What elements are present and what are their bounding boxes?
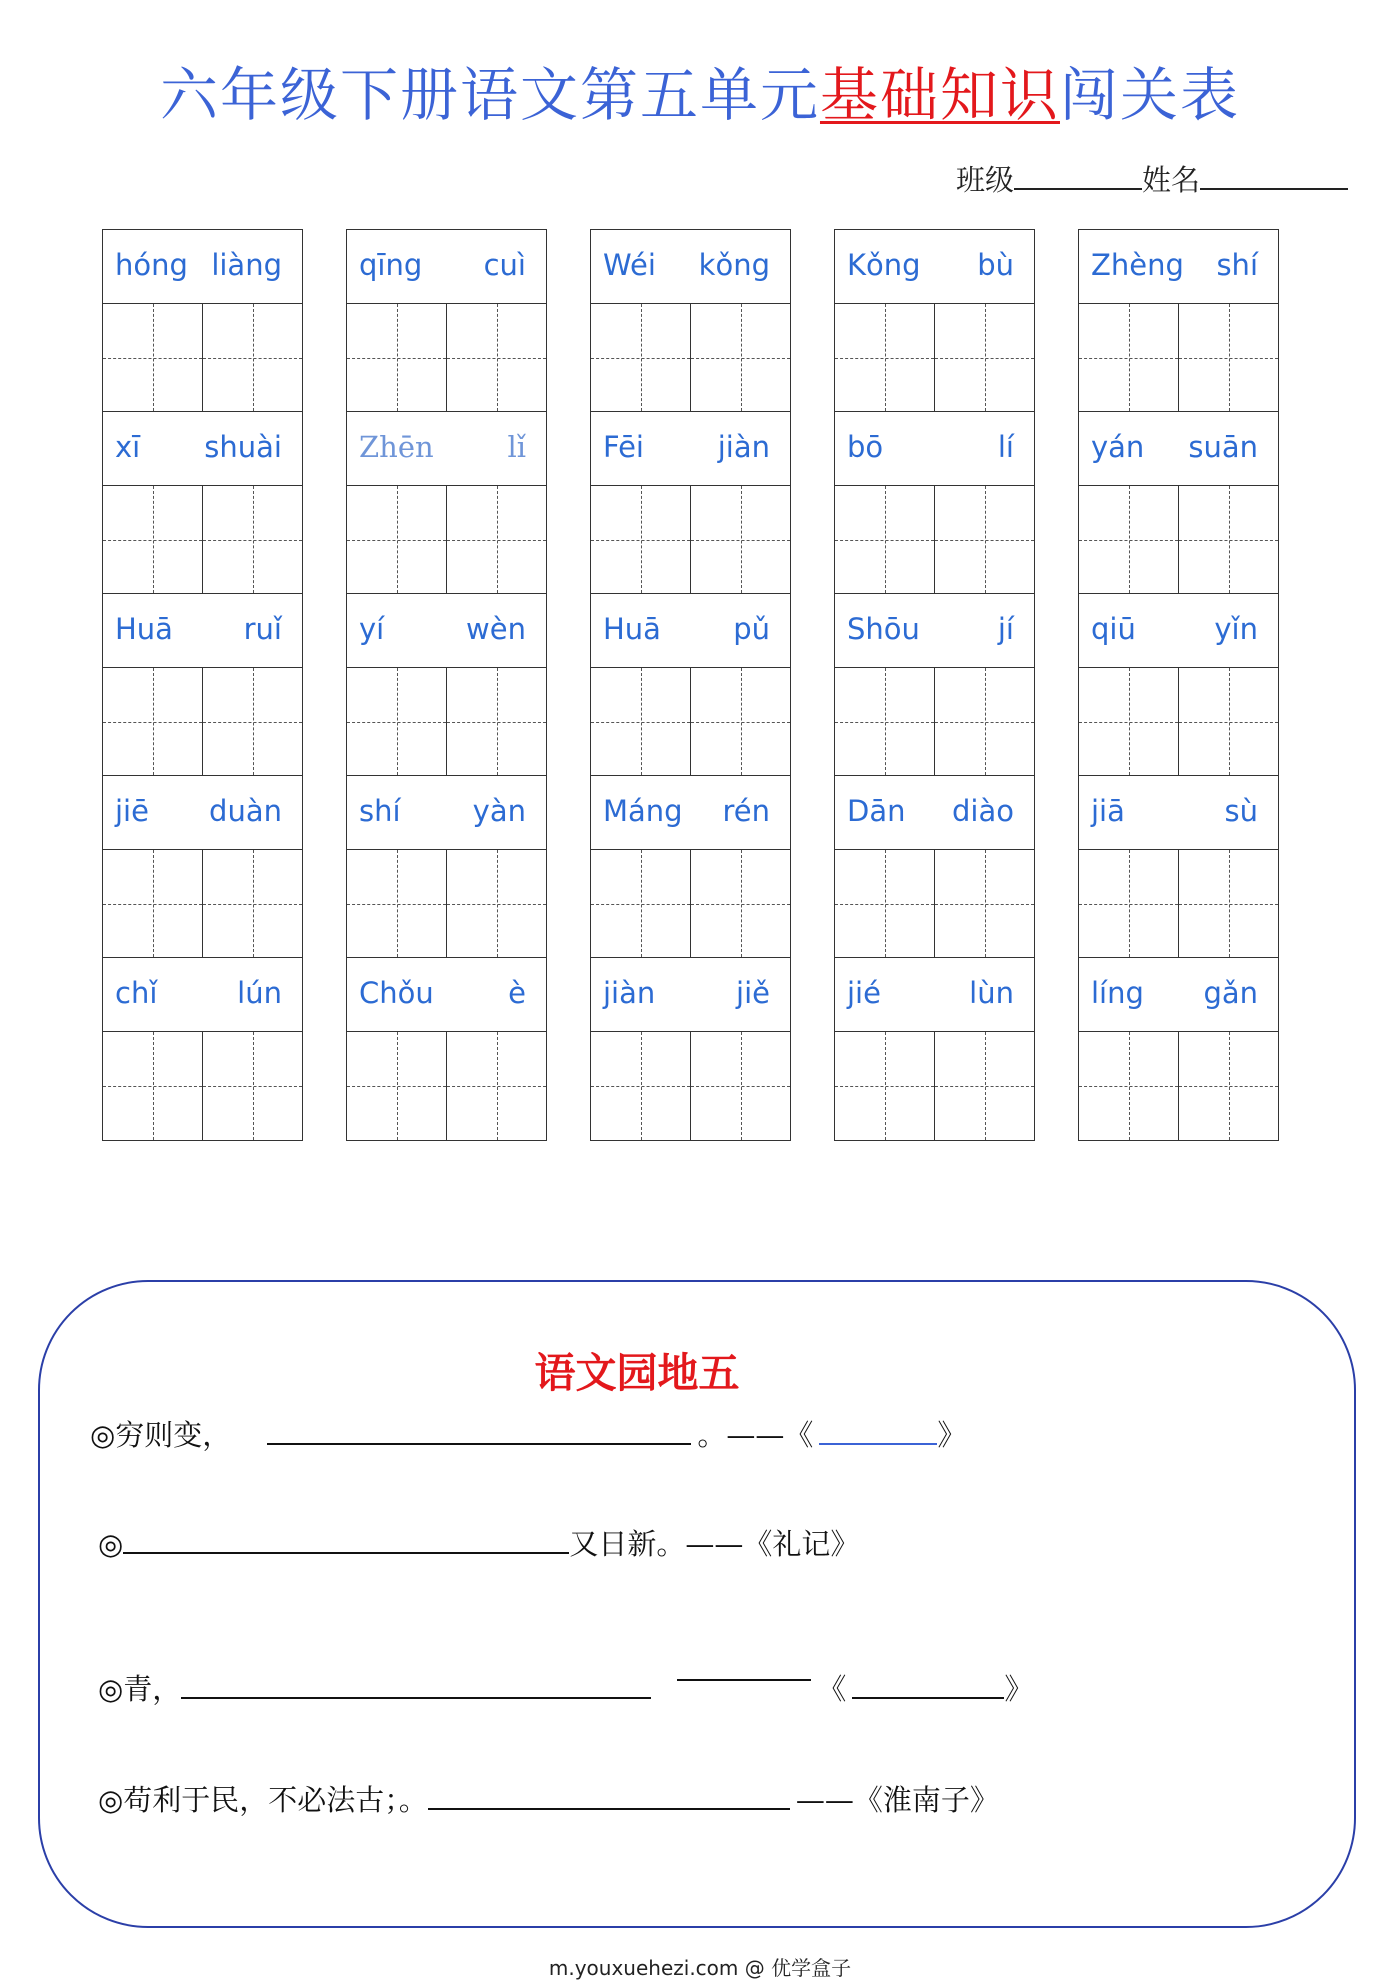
writing-grid [103,304,302,412]
writing-grid [591,304,790,412]
q4-suffix: ——《淮南子》 [795,1783,999,1817]
writing-grid [1079,486,1278,594]
writing-grid [835,668,1034,776]
writing-grid [103,668,302,776]
tianzige-box[interactable] [1079,304,1178,411]
tianzige-box[interactable] [690,850,790,957]
pinyin-syllable-1: jiē [115,794,149,828]
writing-grid [103,1032,302,1140]
pinyin-syllable-1: Zhèng [1091,248,1184,282]
tianzige-box[interactable] [1178,668,1278,775]
pinyin-syllable-1: qīng [359,248,423,282]
pinyin-syllable-2: lí [997,430,1014,464]
class-label: 班级 [956,163,1015,197]
pinyin-cell [835,776,1034,850]
writing-grid [347,304,546,412]
tianzige-box[interactable] [1079,668,1178,775]
pinyin-syllable-2: bù [977,248,1014,282]
pinyin-cell [1079,776,1278,850]
tianzige-box[interactable] [591,304,690,411]
pinyin-syllable-2: jí [997,612,1014,646]
tianzige-box[interactable] [347,1032,446,1140]
writing-grid [347,668,546,776]
pinyin-cell [347,776,546,850]
pinyin-syllable-1: líng [1091,976,1144,1010]
tianzige-box[interactable] [202,668,302,775]
pinyin-column [590,229,791,1141]
name-blank[interactable] [1200,164,1348,190]
pinyin-syllable-2: diào [952,794,1014,828]
tianzige-box[interactable] [835,304,934,411]
pinyin-syllable-1: jiàn [603,976,656,1010]
tianzige-box[interactable] [934,1032,1034,1140]
writing-grid [835,304,1034,412]
tianzige-box[interactable] [446,1032,546,1140]
tianzige-box[interactable] [202,486,302,593]
pinyin-syllable-2: gǎn [1203,976,1258,1010]
tianzige-box[interactable] [1178,304,1278,411]
tianzige-box[interactable] [934,668,1034,775]
pinyin-syllable-2: yǐn [1214,612,1258,646]
pinyin-syllable-1: jiā [1091,794,1125,828]
tianzige-box[interactable] [103,668,202,775]
pinyin-column [346,229,547,1141]
pinyin-syllable-1: bō [847,430,884,464]
pinyin-syllable-2: kǒng [698,248,770,282]
pinyin-syllable-2: lùn [969,976,1014,1010]
q2-blank[interactable] [123,1526,569,1554]
pinyin-syllable-2: sù [1224,794,1258,828]
pinyin-syllable-1: Huā [603,612,661,646]
tianzige-box[interactable] [690,1032,790,1140]
tianzige-box[interactable] [591,486,690,593]
tianzige-box[interactable] [347,486,446,593]
pinyin-cell [591,594,790,668]
q3-blank[interactable] [181,1671,651,1699]
pinyin-cell [1079,230,1278,304]
pinyin-cell [1079,594,1278,668]
pinyin-cell [591,776,790,850]
tianzige-box[interactable] [1178,486,1278,593]
pinyin-syllable-2: shuài [204,430,282,464]
pinyin-syllable-2: jiě [736,976,770,1010]
q1-mid: 。——《 [697,1418,814,1452]
tianzige-box[interactable] [835,850,934,957]
title-part1: 六年级下册语文第五单元 [159,61,820,129]
pinyin-syllable-1: yán [1091,430,1145,464]
pinyin-cell [835,412,1034,486]
pinyin-column [834,229,1035,1141]
pinyin-syllable-2: pǔ [733,612,770,646]
q3-mid: 《 [817,1672,847,1706]
pinyin-syllable-1: Chǒu [359,976,434,1010]
q3-prefix: ◎青， [98,1672,182,1706]
tianzige-box[interactable] [835,486,934,593]
tianzige-box[interactable] [347,850,446,957]
pinyin-syllable-2: wèn [466,612,526,646]
writing-grid [1079,304,1278,412]
tianzige-box[interactable] [446,850,546,957]
tianzige-box[interactable] [103,304,202,411]
tianzige-box[interactable] [690,486,790,593]
tianzige-box[interactable] [835,1032,934,1140]
pinyin-cell [347,594,546,668]
title-highlight: 基础知识 [819,61,1060,129]
name-label: 姓名 [1142,163,1201,197]
pinyin-cell [103,776,302,850]
pinyin-syllable-1: jié [847,976,881,1010]
writing-grid [347,1032,546,1140]
pinyin-syllable-2: ruǐ [243,612,282,646]
name-bar [956,158,1348,199]
pinyin-cell [347,230,546,304]
class-blank[interactable] [1014,164,1142,190]
title-part2: 闯关表 [1060,61,1241,129]
writing-grid [591,1032,790,1140]
tianzige-box[interactable] [446,304,546,411]
tianzige-box[interactable] [103,1032,202,1140]
pinyin-cell [1079,412,1278,486]
question-4 [98,1778,999,1819]
pinyin-syllable-1: Zhēn [359,430,434,464]
question-3 [98,1667,1033,1708]
pinyin-syllable-2: lǐ [507,430,526,464]
writing-grid [591,850,790,958]
q2-suffix: 又日新。——《礼记》 [569,1527,860,1561]
footer: m.youxuehezi.com @ 优学盒子 [548,1956,852,1980]
pinyin-syllable-2: cuì [483,248,526,282]
pinyin-syllable-1: Huā [115,612,173,646]
tianzige-box[interactable] [347,304,446,411]
pinyin-syllable-1: qiū [1091,612,1136,646]
pinyin-syllable-2: lún [237,976,282,1010]
tianzige-box[interactable] [1079,850,1178,957]
pinyin-syllable-2: jiàn [717,430,770,464]
pinyin-cell [591,412,790,486]
pinyin-syllable-2: rén [722,794,770,828]
writing-grid [1079,1032,1278,1140]
tianzige-box[interactable] [202,1032,302,1140]
writing-grid [347,486,546,594]
writing-grid [835,486,1034,594]
q3-source-blank[interactable] [852,1671,1004,1699]
q1-prefix: ◎穷则变， [90,1418,232,1452]
pinyin-syllable-2: liàng [211,248,282,282]
q1-source-blank[interactable] [819,1417,937,1445]
writing-grid [591,668,790,776]
q3-author-blank[interactable] [677,1653,811,1681]
pinyin-cell [103,412,302,486]
pinyin-cell [103,958,302,1032]
pinyin-cell [591,230,790,304]
pinyin-syllable-1: xī [115,430,141,464]
tianzige-box[interactable] [1079,486,1178,593]
tianzige-box[interactable] [1178,850,1278,957]
pinyin-syllable-1: chǐ [115,976,158,1010]
writing-grid [347,850,546,958]
question-2 [98,1522,859,1563]
q3-suffix: 》 [1004,1672,1034,1706]
pinyin-syllable-1: Fēi [603,430,644,464]
tianzige-box[interactable] [1178,1032,1278,1140]
writing-grid [591,486,790,594]
q4-prefix: ◎苟利于民，不必法古；。 [98,1783,428,1817]
pinyin-cell [103,594,302,668]
tianzige-box[interactable] [1079,1032,1178,1140]
page-title [0,48,1400,132]
pinyin-column [102,229,303,1141]
pinyin-syllable-1: shí [359,794,401,828]
pinyin-syllable-1: Dān [847,794,906,828]
pinyin-syllable-1: hóng [115,248,188,282]
tianzige-box[interactable] [934,850,1034,957]
writing-grid [835,1032,1034,1140]
pinyin-cell [591,958,790,1032]
pinyin-cell [835,230,1034,304]
q4-blank[interactable] [428,1782,790,1810]
tianzige-box[interactable] [591,850,690,957]
writing-grid [1079,850,1278,958]
pinyin-syllable-1: yí [359,612,385,646]
pinyin-column [1078,229,1279,1141]
tianzige-box[interactable] [690,304,790,411]
pinyin-syllable-1: Shōu [847,612,920,646]
pinyin-cell [347,958,546,1032]
question-1 [90,1413,966,1454]
pinyin-cell [835,958,1034,1032]
writing-grid [835,850,1034,958]
pinyin-syllable-2: shí [1216,248,1258,282]
pinyin-syllable-2: duàn [209,794,282,828]
pinyin-syllable-1: Wéi [603,248,656,282]
pinyin-syllable-1: Máng [603,794,683,828]
writing-grid [1079,668,1278,776]
pinyin-syllable-1: Kǒng [847,248,921,282]
panel-title: 语文园地五 [534,1349,740,1397]
tianzige-box[interactable] [202,304,302,411]
tianzige-box[interactable] [446,668,546,775]
tianzige-box[interactable] [103,850,202,957]
tianzige-box[interactable] [446,486,546,593]
q2-prefix: ◎ [98,1527,124,1561]
pinyin-cell [103,230,302,304]
tianzige-box[interactable] [690,668,790,775]
tianzige-box[interactable] [202,850,302,957]
tianzige-box[interactable] [835,668,934,775]
pinyin-syllable-2: è [508,976,526,1010]
pinyin-syllable-2: suān [1188,430,1258,464]
writing-grid [103,486,302,594]
q1-suffix: 》 [937,1418,967,1452]
pinyin-cell [347,412,546,486]
pinyin-cell [1079,958,1278,1032]
tianzige-box[interactable] [591,668,690,775]
tianzige-box[interactable] [934,486,1034,593]
tianzige-box[interactable] [934,304,1034,411]
tianzige-box[interactable] [591,1032,690,1140]
q1-blank[interactable] [267,1417,691,1445]
tianzige-box[interactable] [347,668,446,775]
tianzige-box[interactable] [103,486,202,593]
yuwen-yuandi-panel [38,1280,1356,1928]
pinyin-cell [835,594,1034,668]
pinyin-syllable-2: yàn [472,794,526,828]
writing-grid [103,850,302,958]
